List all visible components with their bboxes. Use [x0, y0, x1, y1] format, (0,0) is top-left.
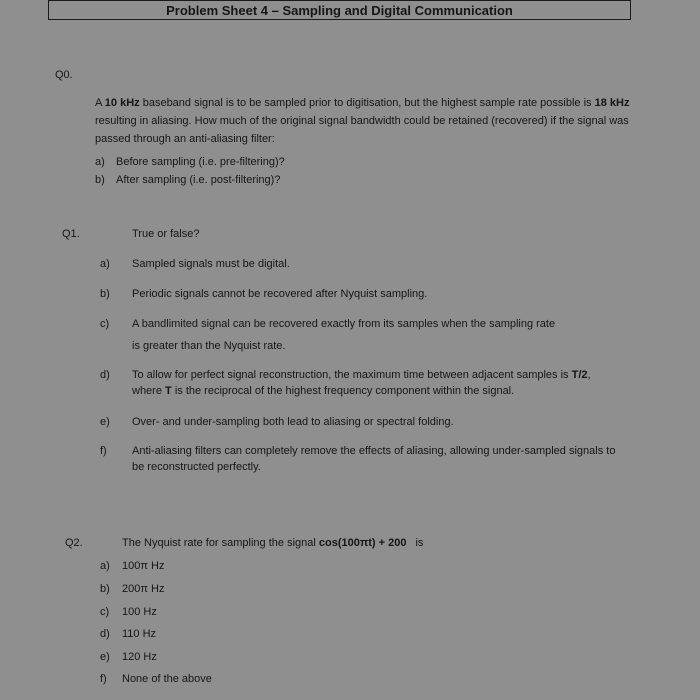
- q0-label: Q0.: [55, 69, 73, 81]
- page-title: Problem Sheet 4 – Sampling and Digital Communication: [48, 0, 631, 20]
- q0-item-b-label: b): [95, 174, 105, 186]
- q2-signal-expression: cos(100πt) + 200: [318, 537, 407, 549]
- q1-item-d-line1: [132, 368, 591, 382]
- q2-prompt: [122, 536, 423, 550]
- q2-option-e-text: 120 Hz: [122, 651, 157, 663]
- q2-prompt-post: is: [415, 537, 424, 549]
- q2-option-b-text: 200π Hz: [122, 583, 165, 595]
- q0-text: [95, 94, 635, 148]
- q1-item-d-line2-post: is the reciprocal of the highest frequency component within the signal.: [171, 385, 515, 397]
- q1-label: Q1.: [62, 228, 80, 240]
- q1-item-b-label: b): [100, 288, 110, 300]
- q2-label: Q2.: [65, 537, 83, 549]
- q1-item-d-symbol: T: [165, 385, 172, 397]
- q1-item-c-line1: A bandlimited signal can be recovered exactly from its samples when the sampling rate: [132, 318, 556, 330]
- q1-item-f-line2: be reconstructed perfectly.: [132, 461, 261, 473]
- q1-item-d-pre: To allow for perfect signal reconstruction, the maximum time between adjacent samples is: [132, 369, 572, 381]
- q0-item-a-label: a): [95, 156, 105, 168]
- q2-option-d-text: 110 Hz: [122, 628, 157, 640]
- q1-item-c-line2: is greater than the Nyquist rate.: [132, 340, 286, 352]
- q1-prompt: True or false?: [132, 228, 200, 240]
- q2-option-c-label: c): [100, 606, 110, 618]
- q0-text-pre1: A: [95, 97, 105, 109]
- q2-prompt-pre: The Nyquist rate for sampling the signal: [122, 537, 319, 549]
- q1-item-d-line2-pre: where: [132, 385, 166, 397]
- q2-option-f-text: None of the above: [122, 673, 212, 685]
- q1-item-b-text: Periodic signals cannot be recovered after Nyquist sampling.: [132, 288, 428, 300]
- q1-item-e-text: Over- and under-sampling both lead to aliasing or spectral folding.: [132, 416, 454, 428]
- q0-frequency-1: 10 kHz: [104, 97, 140, 109]
- q1-item-e-label: e): [100, 416, 110, 428]
- q0-item-b-text: After sampling (i.e. post-filtering)?: [116, 174, 281, 186]
- q2-option-c-text: 100 Hz: [122, 606, 157, 618]
- q1-item-d-line2: [132, 384, 514, 398]
- q0-text-mid2: resulting in aliasing. How much of the original signal bandwidth could be retained (recovered) if the signal was passed through an anti-aliasing filter:: [95, 115, 629, 145]
- q1-item-a-label: a): [100, 258, 110, 270]
- q1-item-c-label: c): [100, 318, 110, 330]
- q0-item-a-text: Before sampling (i.e. pre-filtering)?: [116, 156, 285, 168]
- q2-option-e-label: e): [100, 651, 110, 663]
- q1-item-a-text: Sampled signals must be digital.: [132, 258, 290, 270]
- q2-option-d-label: d): [100, 628, 110, 640]
- q1-item-f-line1: Anti-aliasing filters can completely remove the effects of aliasing, allowing under-sampled signals to: [132, 445, 616, 457]
- q1-item-d-comma: ,: [587, 369, 591, 381]
- q0-text-mid1: baseband signal is to be sampled prior to digitisation, but the highest sample rate possible is: [139, 97, 595, 109]
- q2-option-f-label: f): [100, 673, 107, 685]
- q1-item-f-label: f): [100, 445, 107, 457]
- q2-option-b-label: b): [100, 583, 110, 595]
- q0-frequency-2: 18 kHz: [594, 97, 630, 109]
- q2-option-a-label: a): [100, 560, 110, 572]
- q2-option-a-text: 100π Hz: [122, 560, 165, 572]
- q1-item-d-period: T/2: [571, 369, 588, 381]
- q1-item-d-label: d): [100, 369, 110, 381]
